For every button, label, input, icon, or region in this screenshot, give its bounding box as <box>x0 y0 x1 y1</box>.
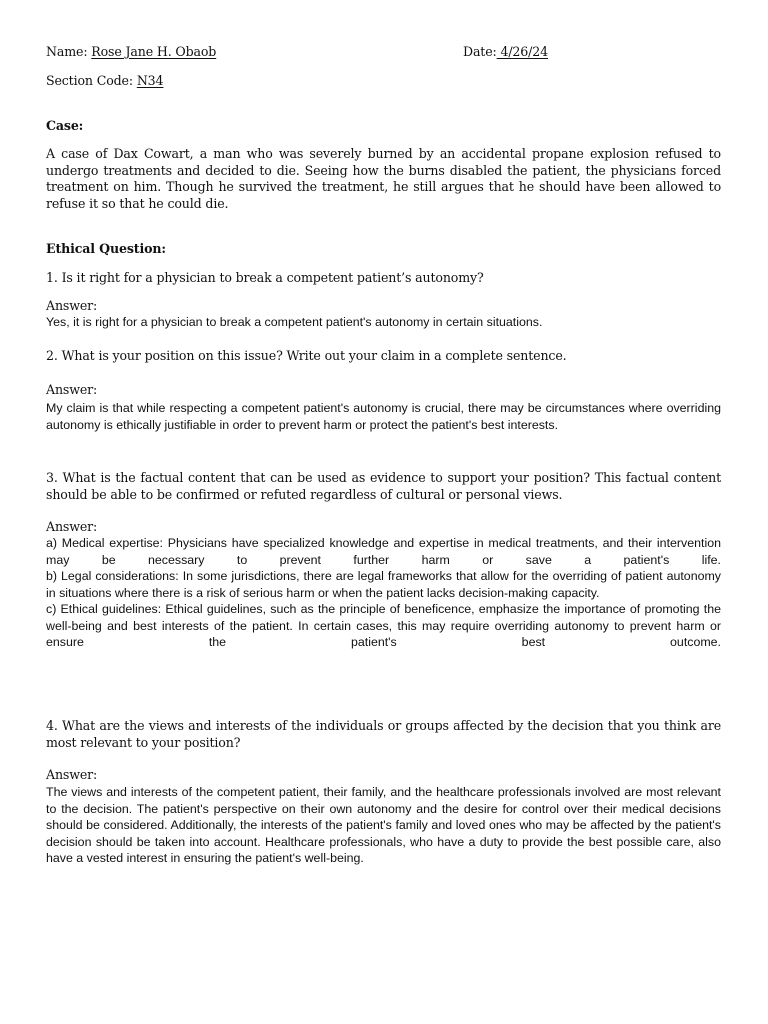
ethical-question-heading: Ethical Question: <box>46 241 166 256</box>
question-3: 3. What is the factual content that can be used as evidence to support your position? This factual content should be able to be confirmed or refuted regardless of cultural or personal views. <box>46 470 721 502</box>
case-body: A case of Dax Cowart, a man who was severely burned by an accidental propane explosion refused to undergo treatments and decided to die. Seeing how the burns disabled the patient, the physicians forced treatment on him. Though he survived the treatment, he still argues that he should have been allowed to refuse it so that he could die. <box>46 146 721 211</box>
answer-4-label: Answer: <box>46 767 98 782</box>
answer-4: The views and interests of the competent patient, their family, and the healthcare professionals involved are most relevant to the decision. The patient's perspective on their own autonomy and the desire for control over their medical decisions should be considered. Additionally, the interests of the patient's family and loved ones who may be affected by the patient's decision should be taken into account. Healthcare professionals, who have a duty to provide the best possible care, also have a vested interest in ensuring the patient's well-being. <box>46 785 721 865</box>
question-2: 2. What is your position on this issue? Write out your claim in a complete sentence. <box>46 348 567 363</box>
answer-2-label: Answer: <box>46 382 98 397</box>
answer-3-label: Answer: <box>46 519 98 534</box>
date-value: 4/26/24 <box>496 44 548 59</box>
name-label: Name: <box>46 44 88 59</box>
name-line <box>46 44 216 59</box>
name-value: Rose Jane H. Obaob <box>91 44 217 59</box>
question-1: 1. Is it right for a physician to break a competent patient’s autonomy? <box>46 270 484 285</box>
question-4: 4. What are the views and interests of the individuals or groups affected by the decision that you think are most relevant to your position? <box>46 718 721 750</box>
answer-3-item-c: c) Ethical guidelines: Ethical guidelines, such as the principle of beneficence, emphasize the importance of promoting the well-being and best interests of the patient. In certain cases, this may require overriding autonomy to prevent harm or ensure the patient's best outcome. <box>46 602 721 649</box>
section-value: N34 <box>136 73 164 88</box>
answer-3-list <box>46 535 721 651</box>
answer-1-label: Answer: <box>46 298 98 313</box>
answer-1: Yes, it is right for a physician to break a competent patient's autonomy in certain situations. <box>46 315 543 329</box>
document-page <box>46 0 721 1024</box>
section-line <box>46 73 163 88</box>
section-label: Section Code: <box>46 73 133 88</box>
answer-3-item-b: b) Legal considerations: In some jurisdictions, there are legal frameworks that allow for the overriding of patient autonomy in situations where there is a risk of serious harm or when the patient lacks decision-making capacity. <box>46 569 721 600</box>
case-heading: Case: <box>46 118 84 133</box>
date-label: Date: <box>463 44 497 59</box>
answer-2: My claim is that while respecting a competent patient's autonomy is crucial, there may be circumstances where overriding autonomy is ethically justifiable in order to prevent harm or protect the patient's best interests. <box>46 401 721 432</box>
date-line <box>463 44 548 59</box>
answer-3-item-a: a) Medical expertise: Physicians have specialized knowledge and expertise in medical treatments, and their intervention may be necessary to prevent further harm or save a patient's life. <box>46 536 721 567</box>
